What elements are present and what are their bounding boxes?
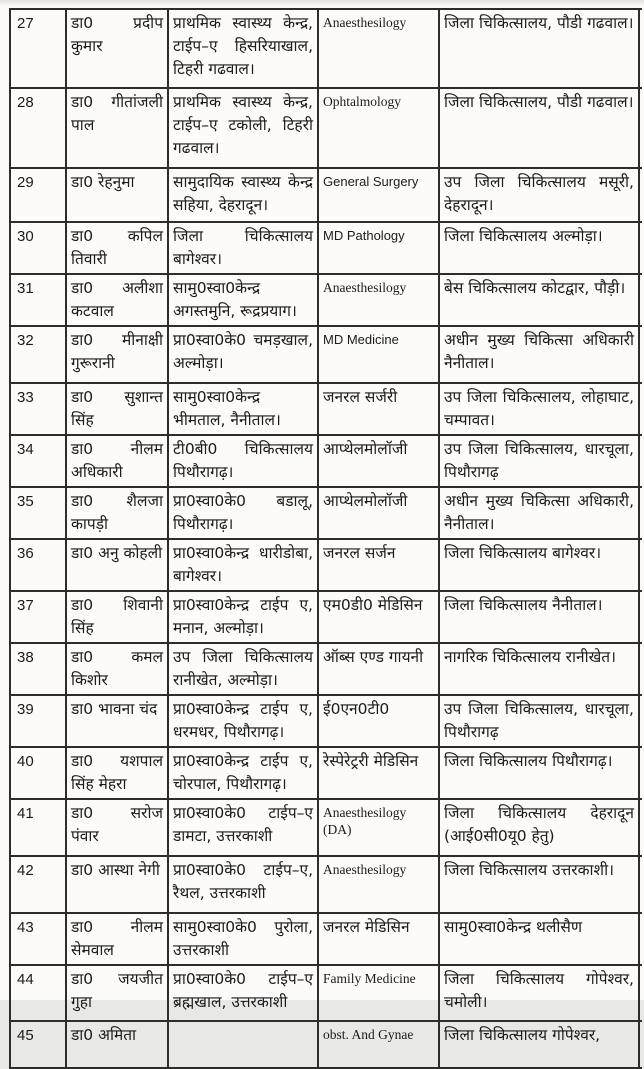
cell-current-posting: प्रा0स्वा0के0 टाईप–ए ब्रह्मखाल, उत्तरकाशी [169, 966, 319, 1020]
cell-serial-number: 32 [11, 327, 67, 382]
cell-serial-number: 33 [11, 384, 67, 434]
cell-current-posting: प्रा0स्वा0के0 टाईप–ए, रैथल, उत्तरकाशी [169, 857, 319, 912]
cell-assigned-hospital: जिला चिकित्सालय नैनीताल। [440, 592, 640, 642]
cell-current-posting: जिला चिकित्सालय बागेश्वर। [169, 223, 319, 273]
cell-specialization: जनरल मेडिसिन [319, 914, 440, 964]
cell-specialization: जनरल सर्जन [319, 540, 440, 590]
table-row [11, 966, 642, 1022]
cell-serial-number: 39 [11, 696, 67, 746]
cell-assigned-hospital: बेस चिकित्सालय कोटद्वार, पौड़ी। [440, 275, 640, 325]
cell-assigned-hospital: जिला चिकित्सालय बागेश्वर। [440, 540, 640, 590]
cell-doctor-name: डा0 भावना चंद [67, 696, 169, 746]
cell-doctor-name: डा0 अमिता [67, 1022, 169, 1067]
table-row [11, 914, 642, 966]
cell-doctor-name: डा0 यशपाल सिंह मेहरा [67, 748, 169, 798]
table-row [11, 800, 642, 857]
cell-doctor-name: डा0 कमल किशोर [67, 644, 169, 694]
cell-serial-number: 29 [11, 169, 67, 221]
table-row [11, 857, 642, 914]
table-row [11, 89, 642, 169]
cell-doctor-name: डा0 रेहनुमा [67, 169, 169, 221]
table-row [11, 540, 642, 592]
cell-serial-number: 36 [11, 540, 67, 590]
table-row [11, 1022, 642, 1069]
cell-doctor-name: डा0 अनु कोहली [67, 540, 169, 590]
cell-specialization: Family Medicine [319, 966, 440, 1020]
cell-specialization: Anaesthesilogy (DA) [319, 800, 440, 855]
cell-current-posting: सामु0स्वा0केन्द्र भीमताल, नैनीताल। [169, 384, 319, 434]
table-row [11, 327, 642, 384]
cell-current-posting: प्रा0स्वा0के0 बडालू, पिथौरागढ़। [169, 488, 319, 538]
cell-current-posting: प्राथमिक स्वास्थ्य केन्द्र, टाईप–ए टकोली, टिहरी गढवाल। [169, 89, 319, 167]
cell-assigned-hospital: उप जिला चिकित्सालय, लोहाघाट, चम्पावत। [440, 384, 640, 434]
document-table [9, 8, 642, 1069]
cell-assigned-hospital: उप जिला चिकित्सालय मसूरी, देहरादून। [440, 169, 640, 221]
cell-current-posting [169, 1022, 319, 1067]
cell-serial-number: 34 [11, 436, 67, 486]
cell-current-posting: सामु0स्वा0के0 पुरोला, उत्तरकाशी [169, 914, 319, 964]
cell-current-posting: सामु0स्वा0केन्द्र अगस्तमुनि, रूद्रप्रयाग। [169, 275, 319, 325]
cell-assigned-hospital: सामु0स्वा0केन्द्र थलीसैण [440, 914, 640, 964]
cell-assigned-hospital: जिला चिकित्सालय, पौडी गढवाल। [440, 89, 640, 167]
cell-assigned-hospital: अधीन मुख्य चिकित्सा अधिकारी, नैनीताल। [440, 488, 640, 538]
cell-specialization: General Surgery [319, 169, 440, 221]
cell-serial-number: 37 [11, 592, 67, 642]
table-row [11, 696, 642, 748]
cell-specialization: आप्थेलमोलॉजी [319, 488, 440, 538]
cell-doctor-name: डा0 सरोज पंवार [67, 800, 169, 855]
cell-specialization: जनरल सर्जरी [319, 384, 440, 434]
cell-doctor-name: डा0 नीलम अधिकारी [67, 436, 169, 486]
cell-assigned-hospital: उप जिला चिकित्सालय, धारचूला, पिथौरागढ़ [440, 696, 640, 746]
table-row [11, 748, 642, 800]
table-row [11, 223, 642, 275]
cell-assigned-hospital: जिला चिकित्सालय अल्मोड़ा। [440, 223, 640, 273]
cell-specialization: Anaesthesilogy [319, 275, 440, 325]
cell-serial-number: 45 [11, 1022, 67, 1067]
cell-assigned-hospital: जिला चिकित्सालय गोपेश्वर, [440, 1022, 640, 1067]
cell-doctor-name: डा0 आस्था नेगी [67, 857, 169, 912]
table-row [11, 592, 642, 644]
cell-specialization: MD Medicine [319, 327, 440, 382]
cell-doctor-name: डा0 मीनाक्षी गुरूरानी [67, 327, 169, 382]
cell-specialization: रेस्पेरेट्ररी मेडिसिन [319, 748, 440, 798]
cell-current-posting: प्रा0स्वा0केन्द्र टाईप ए, मनान, अल्मोड़ा। [169, 592, 319, 642]
cell-serial-number: 41 [11, 800, 67, 855]
cell-specialization: Anaesthesilogy [319, 10, 440, 87]
cell-doctor-name: डा0 सुशान्त सिंह [67, 384, 169, 434]
cell-serial-number: 27 [11, 10, 67, 87]
cell-specialization: Anaesthesilogy [319, 857, 440, 912]
cell-current-posting: उप जिला चिकित्सालय रानीखेत, अल्मोड़ा। [169, 644, 319, 694]
cell-serial-number: 31 [11, 275, 67, 325]
cell-assigned-hospital: जिला चिकित्सालय गोपेश्वर, चमोली। [440, 966, 640, 1020]
cell-serial-number: 28 [11, 89, 67, 167]
cell-current-posting: प्राथमिक स्वास्थ्य केन्द्र, टाईप–ए हिसरियाखाल, टिहरी गढवाल। [169, 10, 319, 87]
cell-doctor-name: डा0 प्रदीप कुमार [67, 10, 169, 87]
cell-assigned-hospital: अधीन मुख्य चिकित्सा अधिकारी नैनीताल। [440, 327, 640, 382]
table-row [11, 169, 642, 223]
table-row [11, 488, 642, 540]
cell-assigned-hospital: नागरिक चिकित्सालय रानीखेत। [440, 644, 640, 694]
cell-doctor-name: डा0 शिवानी सिंह [67, 592, 169, 642]
cell-assigned-hospital: जिला चिकित्सालय देहरादून (आई0सी0यू0 हेतु) [440, 800, 640, 855]
cell-specialization: एम0डी0 मेडिसिन [319, 592, 440, 642]
table-row [11, 384, 642, 436]
cell-assigned-hospital: जिला चिकित्सालय पिथौरागढ़। [440, 748, 640, 798]
cell-serial-number: 42 [11, 857, 67, 912]
cell-serial-number: 40 [11, 748, 67, 798]
table-row [11, 10, 642, 89]
cell-current-posting: टी0बी0 चिकित्सालय पिथौरागढ़। [169, 436, 319, 486]
cell-specialization: Ophtalmology [319, 89, 440, 167]
cell-doctor-name: डा0 जयजीत गुहा [67, 966, 169, 1020]
cell-current-posting: प्रा0स्वा0के0 चमड़खाल, अल्मोड़ा। [169, 327, 319, 382]
cell-assigned-hospital: जिला चिकित्सालय, पौडी गढवाल। [440, 10, 640, 87]
cell-serial-number: 38 [11, 644, 67, 694]
cell-serial-number: 44 [11, 966, 67, 1020]
cell-specialization: आप्थेलमोलॉजी [319, 436, 440, 486]
table-row [11, 275, 642, 327]
cell-serial-number: 43 [11, 914, 67, 964]
table-row [11, 436, 642, 488]
cell-doctor-name: डा0 शैलजा कापड़ी [67, 488, 169, 538]
cell-doctor-name: डा0 नीलम सेमवाल [67, 914, 169, 964]
cell-doctor-name: डा0 कपिल तिवारी [67, 223, 169, 273]
cell-current-posting: प्रा0स्वा0केन्द्र धारीडोबा, बागेश्वर। [169, 540, 319, 590]
cell-specialization: ई0एन0टी0 [319, 696, 440, 746]
cell-doctor-name: डा0 गीतांजली पाल [67, 89, 169, 167]
cell-current-posting: प्रा0स्वा0केन्द्र टाईप ए, चोरपाल, पिथौरागढ़। [169, 748, 319, 798]
cell-specialization: ऑब्स एण्ड गायनी [319, 644, 440, 694]
cell-current-posting: प्रा0स्वा0केन्द्र टाईप ए, धरमधर, पिथौरागढ़। [169, 696, 319, 746]
cell-specialization: MD Pathology [319, 223, 440, 273]
table-row [11, 644, 642, 696]
cell-current-posting: प्रा0स्वा0के0 टाईप–ए डामटा, उत्तरकाशी [169, 800, 319, 855]
cell-assigned-hospital: जिला चिकित्सालय उत्तरकाशी। [440, 857, 640, 912]
cell-serial-number: 30 [11, 223, 67, 273]
cell-doctor-name: डा0 अलीशा कटवाल [67, 275, 169, 325]
cell-assigned-hospital: उप जिला चिकित्सालय, धारचूला, पिथौरागढ़ [440, 436, 640, 486]
cell-specialization: obst. And Gynae [319, 1022, 440, 1067]
cell-current-posting: सामुदायिक स्वास्थ्य केन्द्र सहिया, देहरादून। [169, 169, 319, 221]
cell-serial-number: 35 [11, 488, 67, 538]
